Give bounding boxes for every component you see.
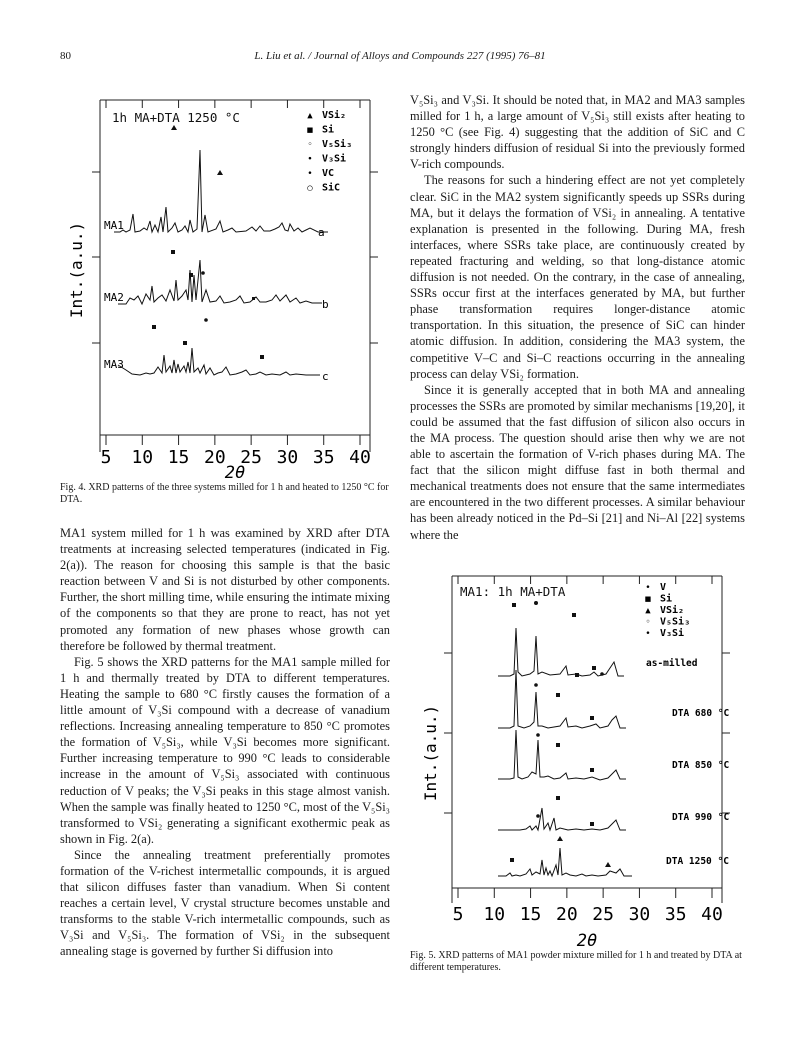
- legend-symbol: ○: [307, 183, 313, 194]
- fig4-y-ticks: [92, 172, 378, 343]
- x-tick-label: 10: [483, 904, 506, 925]
- fig5-marker-si: [556, 796, 560, 800]
- fig5-trace-labels: [646, 658, 729, 867]
- fig5-peak-markers: [510, 601, 611, 867]
- x-tick-label: 20: [556, 904, 578, 925]
- x-tick-label: 5: [452, 904, 464, 925]
- fig5-trace-label: DTA 990 °C: [672, 812, 730, 823]
- fig4-marker-si: [152, 325, 156, 329]
- fig4-marker-v3si: [204, 318, 208, 322]
- fig5-marker-si: [556, 693, 560, 697]
- fig5-marker-v: [534, 601, 538, 605]
- fig5-marker-si: [512, 603, 516, 607]
- x-tick-label: 40: [349, 447, 371, 468]
- page-number: 80: [60, 50, 71, 62]
- figure-5-plot: [410, 568, 745, 948]
- legend-label: V: [660, 582, 667, 593]
- fig4-trace-letter-b: b: [322, 298, 329, 311]
- paragraph: Since the annealing treatment preferentially promotes formation of the V-richest intermetallic compounds, it is argued that silicon diffuses faster than vanadium. When Si content reaches a certain level, V crystal structure becomes unstable and transforms to the stable V-rich intermetallic compounds, such as V₃Si and V₅Si₃. The formation of VSi₂ in the subsequent annealing stage is governed by further Si diffusion into: [60, 847, 390, 959]
- fig4-marker-si: [183, 341, 187, 345]
- fig5-marker-si: [590, 822, 594, 826]
- fig4-y-label: Int.(a.u.): [67, 221, 86, 319]
- fig4-legend: [307, 109, 352, 194]
- fig4-x-label: 2θ: [224, 463, 246, 480]
- fig5-marker-si: [510, 858, 514, 862]
- legend-label: V₃Si: [660, 628, 685, 639]
- x-tick-label: 30: [276, 447, 299, 468]
- fig5-marker-vsi2: [605, 862, 611, 867]
- legend-label: V₅Si₃: [322, 139, 353, 150]
- legend-label: V₃Si: [322, 153, 347, 165]
- fig5-marker-v: [536, 733, 540, 737]
- legend-symbol: ◦: [645, 617, 651, 628]
- fig5-trace-label: as-milled: [646, 658, 698, 669]
- figure-5-caption: Fig. 5. XRD patterns of MA1 powder mixture milled for 1 h and treated by DTA at different temperatures.: [410, 950, 742, 973]
- fig4-trace-letter-a: a: [318, 226, 325, 239]
- left-column-text: [60, 525, 390, 960]
- figure-4-plot: [60, 90, 390, 480]
- legend-symbol: ▲: [307, 111, 313, 121]
- legend-symbol: •: [645, 583, 651, 593]
- fig4-marker-si: [252, 297, 255, 300]
- fig4-trace-label-ma1: MA1: [104, 219, 124, 232]
- fig4-trace-label-ma3: MA3: [104, 358, 124, 371]
- x-tick-label: 20: [204, 447, 226, 468]
- page-header: [0, 50, 800, 70]
- legend-label: Si: [660, 593, 673, 605]
- fig5-trace-label: DTA 1250 °C: [666, 856, 729, 867]
- paragraph: V₅Si₃ and V₃Si. It should be noted that, in MA2 and MA3 samples milled for 1 h, a large amount of V₅Si₃ still exists after heating to 1250 °C (see Fig. 4) suggesting that the addition of SiC and C strongly hinders diffusion of residual Si into the previously formed V-rich compounds.: [410, 93, 745, 172]
- figure-5: [410, 568, 745, 948]
- legend-symbol: ■: [307, 125, 313, 136]
- legend-label: VSi₂: [660, 605, 685, 616]
- fig5-y-ticks: [444, 653, 730, 813]
- paragraph: MA1 system milled for 1 h was examined by XRD after DTA treatments at increasing selected temperatures (indicated in Fig. 2(a)). The reason for choosing this sample is that the basic reaction between V and Si is not disturbed by other components. Further, the short milling time, while ensuring the intimate mixing of the components so that they are prone to react, has not yet promoted any formation of new phases whose growth can therefore be followed by thermal treatment.: [60, 526, 390, 653]
- x-tick-label: 25: [592, 904, 614, 925]
- fig4-trace-b: [118, 260, 322, 304]
- fig5-marker-v: [534, 683, 538, 687]
- figure-4-caption: Fig. 4. XRD patterns of the three systems milled for 1 h and heated to 1250 °C for DTA.: [60, 482, 389, 505]
- fig4-trace-a: [114, 150, 328, 232]
- legend-symbol: ◦: [307, 140, 313, 150]
- fig4-ticks: [106, 100, 360, 445]
- fig4-marker-vsi2: [217, 170, 223, 175]
- x-tick-label: 30: [628, 904, 651, 925]
- legend-label: SiC: [322, 182, 341, 194]
- fig5-marker-si: [572, 613, 576, 617]
- fig5-trace-as-milled: [498, 628, 624, 676]
- fig4-title: 1h MA+DTA 1250 °C: [112, 110, 240, 125]
- right-column-text: [410, 92, 745, 543]
- x-tick-label: 40: [701, 904, 723, 925]
- x-tick-label: 5: [100, 447, 112, 468]
- fig4-marker-si: [260, 355, 264, 359]
- x-tick-label: 15: [519, 904, 542, 925]
- fig5-x-label: 2θ: [576, 931, 598, 948]
- fig5-trace-850: [498, 730, 626, 780]
- paragraph: Fig. 5 shows the XRD patterns for the MA1 sample milled for 1 h and thermally treated by DTA to different temperatures. Heating the sample to 680 °C firstly causes the formation of a little amount of V₃Si compound with a decrease of vanadium reflections. Increasing annealing temperature to 850 °C promotes the formation of V₅Si₃, while V₃Si becomes more significant. Further increasing temperature to 990 °C leads to considerable increase in the amount of V₅Si₃ associated with continuous reduction of V peaks; the V₃Si peaks in this stage almost vanish. When the sample was finally heated to 1250 °C, most of the V₅Si₃ transformed to VSi₂ generating a significant exothermic peak as shown in Fig. 2(a).: [60, 654, 390, 846]
- fig5-trace-1250: [498, 848, 632, 876]
- legend-symbol: ■: [645, 594, 651, 605]
- running-head: L. Liu et al. / Journal of Alloys and Compounds 227 (1995) 76–81: [254, 50, 546, 62]
- fig5-trace-label: DTA 850 °C: [672, 760, 730, 771]
- fig5-trace-680: [498, 670, 626, 728]
- fig4-traces: [114, 150, 328, 375]
- fig4-marker-vsi2: [171, 125, 177, 130]
- legend-label: Si: [322, 124, 335, 136]
- paragraph: The reasons for such a hindering effect are not yet completely clear. SiC in the MA2 system significantly speeds up SSRs during MA, but it delays the formation of VSi₂ in annealing. A tentative explanation is presented in the following. During MA, fresh interfaces, where SSRs take place, are continuously created by repeated fracturing and welding, so that long-distance atomic diffusion is not needed. On the contrary, in the case of annealing, SSRs occur first at the interfaces generated by MA, but further phase transformation requires longer-distance atomic transportation. In this situation, the presence of SiC can hinder atomic diffusion. In addition, considering the MA3 system, the competitive V–C and Si–C reactions occurring in the annealing process can delay VSi₂ formation.: [410, 173, 745, 381]
- fig4-marker-si: [189, 273, 193, 277]
- legend-symbol: •: [307, 169, 313, 179]
- legend-label: V₅Si₃: [660, 616, 691, 628]
- fig5-marker-si: [575, 673, 579, 677]
- fig5-marker-v3si: [600, 672, 604, 676]
- fig4-marker-v3si: [201, 271, 205, 275]
- legend-symbol: •: [645, 629, 651, 639]
- legend-symbol: ▲: [645, 606, 651, 616]
- legend-label: VC: [322, 168, 335, 179]
- figure-4: [60, 90, 390, 480]
- fig5-marker-si: [590, 716, 594, 720]
- x-tick-label: 35: [664, 904, 687, 925]
- x-tick-label: 10: [131, 447, 154, 468]
- x-tick-label: 15: [167, 447, 190, 468]
- fig4-marker-si: [171, 250, 175, 254]
- fig4-trace-letter-c: c: [322, 370, 329, 383]
- fig5-trace-label: DTA 680 °C: [672, 708, 730, 719]
- fig4-trace-label-ma2: MA2: [104, 291, 124, 304]
- fig5-marker-vsi2: [557, 836, 563, 841]
- x-tick-label: 25: [240, 447, 262, 468]
- fig5-traces: [498, 628, 632, 876]
- x-tick-label: 35: [312, 447, 335, 468]
- fig4-peak-markers: [152, 125, 264, 359]
- fig5-title: MA1: 1h MA+DTA: [460, 584, 566, 599]
- fig5-x-tick-labels: [453, 904, 723, 925]
- legend-label: VSi₂: [322, 110, 347, 121]
- legend-symbol: •: [307, 154, 313, 165]
- fig5-marker-si: [592, 666, 596, 670]
- fig4-trace-c: [118, 348, 320, 375]
- fig5-marker-v3si: [536, 814, 540, 818]
- paragraph: Since it is generally accepted that in both MA and annealing processes the SSRs are promoted by similar mechanisms [19,20], it could be assumed that the fast diffusion of silicon also occurs in the MA process. The question should arise then why we are not able to ascertain the formation of V-rich phases during MA. The fact that the silicon might diffuse fast in both thermal and mechanical treatments does not ensure that the same intermediates are encountered in the two different processes. A similar behaviour has been already noticed in the Pd–Si [21] and Ni–Al [22] systems where the: [410, 382, 745, 542]
- fig5-y-label: Int.(a.u.): [421, 704, 440, 802]
- fig5-trace-990: [498, 808, 626, 830]
- fig5-marker-si: [590, 768, 594, 772]
- fig5-marker-si: [556, 743, 560, 747]
- fig5-legend: [645, 582, 690, 639]
